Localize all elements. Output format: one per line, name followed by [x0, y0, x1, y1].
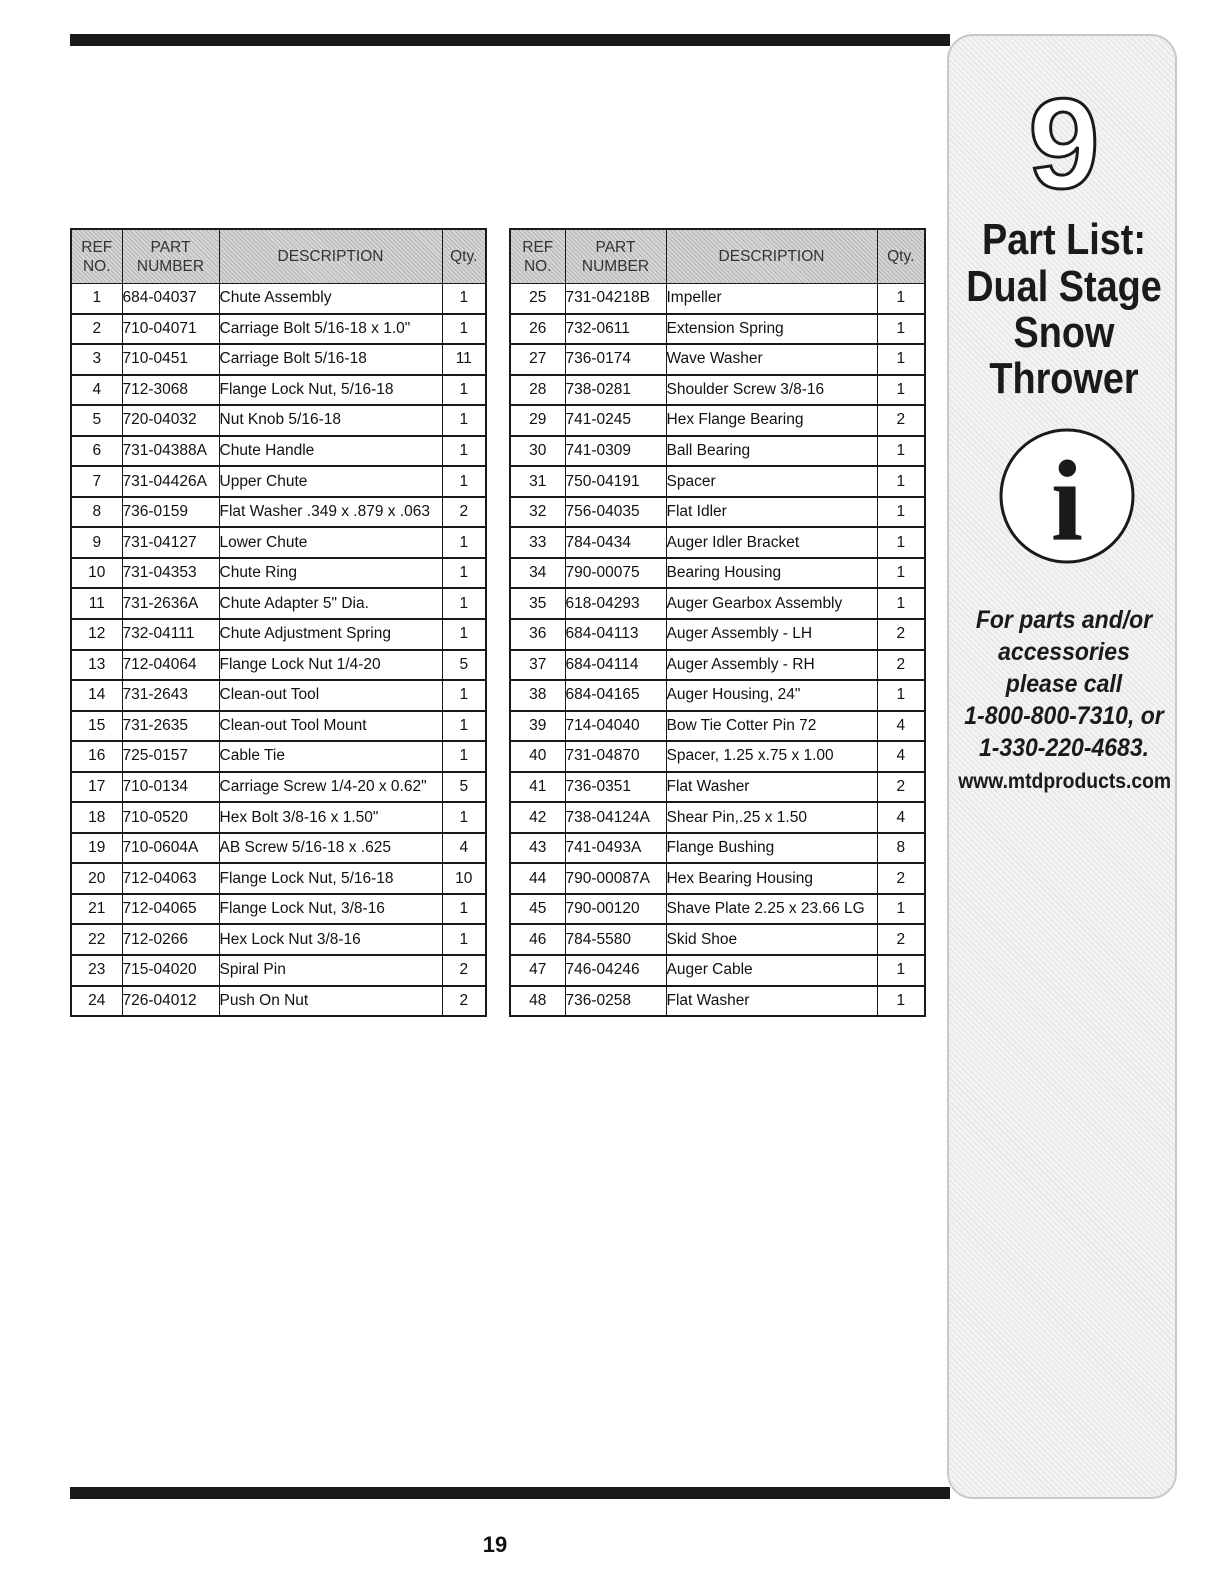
ref-cell: 15 — [71, 711, 122, 742]
table-row — [510, 344, 925, 375]
qty-cell: 1 — [442, 436, 486, 467]
table-row — [510, 802, 925, 833]
qty-cell: 2 — [442, 955, 486, 986]
table-row — [510, 772, 925, 803]
ref-cell: 5 — [71, 405, 122, 436]
table-row — [510, 558, 925, 589]
description-cell: Auger Assembly - LH — [666, 619, 877, 650]
part-number-cell: 736-0258 — [565, 986, 666, 1017]
description-cell: Flat Washer — [666, 772, 877, 803]
qty-cell: 2 — [877, 772, 925, 803]
ref-cell: 14 — [71, 680, 122, 711]
part-number-cell: 756-04035 — [565, 497, 666, 528]
description-cell: Extension Spring — [666, 314, 877, 345]
description-cell: Chute Assembly — [219, 284, 442, 314]
part-number-cell: 712-3068 — [122, 375, 219, 406]
table-row — [71, 772, 486, 803]
part-number-cell: 731-04388A — [122, 436, 219, 467]
qty-cell: 4 — [877, 741, 925, 772]
table-row — [71, 527, 486, 558]
description-cell: Chute Adapter 5" Dia. — [219, 588, 442, 619]
part-number-cell: 790-00120 — [565, 894, 666, 925]
table-row — [510, 284, 925, 314]
part-number-cell: 732-0611 — [565, 314, 666, 345]
qty-cell: 1 — [877, 680, 925, 711]
part-number-cell: 710-0134 — [122, 772, 219, 803]
qty-cell: 1 — [442, 894, 486, 925]
ref-cell: 31 — [510, 466, 565, 497]
part-number-cell: 714-04040 — [565, 711, 666, 742]
qty-cell: 2 — [877, 650, 925, 681]
qty-cell: 1 — [442, 711, 486, 742]
qty-cell: 1 — [877, 466, 925, 497]
ref-cell: 9 — [71, 527, 122, 558]
part-number-cell: 736-0351 — [565, 772, 666, 803]
ref-cell: 45 — [510, 894, 565, 925]
description-cell: Shave Plate 2.25 x 23.66 LG — [666, 894, 877, 925]
description-cell: Skid Shoe — [666, 924, 877, 955]
header-description: DESCRIPTION — [666, 229, 877, 284]
table-row — [71, 711, 486, 742]
ref-cell: 11 — [71, 588, 122, 619]
qty-cell: 1 — [877, 375, 925, 406]
ref-cell: 22 — [71, 924, 122, 955]
part-number-cell: 736-0159 — [122, 497, 219, 528]
header-part-number: PART NUMBER — [565, 229, 666, 284]
qty-cell: 2 — [877, 405, 925, 436]
description-cell: Flat Washer — [666, 986, 877, 1017]
table-row — [510, 833, 925, 864]
ref-cell: 6 — [71, 436, 122, 467]
ref-cell: 30 — [510, 436, 565, 467]
part-number-cell: 731-04218B — [565, 284, 666, 314]
table-row — [510, 680, 925, 711]
part-number-cell: 731-04870 — [565, 741, 666, 772]
qty-cell: 1 — [442, 405, 486, 436]
qty-cell: 1 — [877, 894, 925, 925]
chapter-side-tab — [947, 34, 1177, 1499]
part-number-cell: 731-2636A — [122, 588, 219, 619]
description-cell: Flange Lock Nut, 5/16-18 — [219, 863, 442, 894]
ref-cell: 21 — [71, 894, 122, 925]
qty-cell: 2 — [877, 619, 925, 650]
qty-cell: 1 — [877, 527, 925, 558]
ref-cell: 36 — [510, 619, 565, 650]
table-row — [71, 741, 486, 772]
ref-cell: 40 — [510, 741, 565, 772]
description-cell: Chute Ring — [219, 558, 442, 589]
qty-cell: 2 — [442, 497, 486, 528]
bottom-rule — [70, 1487, 950, 1499]
table-row — [71, 344, 486, 375]
part-number-cell: 712-04064 — [122, 650, 219, 681]
qty-cell: 1 — [877, 284, 925, 314]
info-icon — [997, 426, 1137, 566]
part-number-cell: 731-2643 — [122, 680, 219, 711]
table-row — [510, 741, 925, 772]
qty-cell: 1 — [877, 588, 925, 619]
ref-cell: 42 — [510, 802, 565, 833]
ref-cell: 46 — [510, 924, 565, 955]
part-number-cell: 731-04426A — [122, 466, 219, 497]
qty-cell: 5 — [442, 772, 486, 803]
part-number-cell: 738-0281 — [565, 375, 666, 406]
table-row — [510, 405, 925, 436]
description-cell: Carriage Bolt 5/16-18 — [219, 344, 442, 375]
ref-cell: 47 — [510, 955, 565, 986]
part-number-cell: 750-04191 — [565, 466, 666, 497]
qty-cell: 2 — [877, 924, 925, 955]
part-number-cell: 726-04012 — [122, 986, 219, 1017]
header-qty: Qty. — [442, 229, 486, 284]
description-cell: Spacer — [666, 466, 877, 497]
description-cell: Auger Cable — [666, 955, 877, 986]
ref-cell: 10 — [71, 558, 122, 589]
part-number-cell: 684-04113 — [565, 619, 666, 650]
part-number-cell: 790-00075 — [565, 558, 666, 589]
description-cell: Auger Idler Bracket — [666, 527, 877, 558]
section-title: Part List: Dual Stage Snow Thrower — [966, 215, 1162, 403]
description-cell: Lower Chute — [219, 527, 442, 558]
parts-contact-info: For parts and/or accessories please call 1-800-800-7310, or 1-330-220-4683. — [964, 606, 1164, 762]
qty-cell: 10 — [442, 863, 486, 894]
table-row — [71, 497, 486, 528]
table-row — [71, 619, 486, 650]
description-cell: Shear Pin,.25 x 1.50 — [666, 802, 877, 833]
part-number-cell: 684-04165 — [565, 680, 666, 711]
part-number-cell: 746-04246 — [565, 955, 666, 986]
part-number-cell: 784-5580 — [565, 924, 666, 955]
ref-cell: 27 — [510, 344, 565, 375]
ref-cell: 38 — [510, 680, 565, 711]
table-row — [71, 955, 486, 986]
table-row — [510, 924, 925, 955]
qty-cell: 1 — [877, 497, 925, 528]
parts-table-right — [509, 228, 926, 1017]
description-cell: Bow Tie Cotter Pin 72 — [666, 711, 877, 742]
ref-cell: 12 — [71, 619, 122, 650]
part-number-cell: 712-04065 — [122, 894, 219, 925]
part-number-cell: 736-0174 — [565, 344, 666, 375]
ref-cell: 44 — [510, 863, 565, 894]
qty-cell: 1 — [442, 619, 486, 650]
part-number-cell: 741-0245 — [565, 405, 666, 436]
description-cell: Hex Bolt 3/8-16 x 1.50" — [219, 802, 442, 833]
description-cell: Clean-out Tool Mount — [219, 711, 442, 742]
top-rule — [70, 34, 950, 46]
description-cell: Clean-out Tool — [219, 680, 442, 711]
part-number-cell: 684-04114 — [565, 650, 666, 681]
part-number-cell: 732-04111 — [122, 619, 219, 650]
description-cell: Ball Bearing — [666, 436, 877, 467]
description-cell: Hex Lock Nut 3/8-16 — [219, 924, 442, 955]
table-header-row — [71, 229, 486, 284]
description-cell: Carriage Screw 1/4-20 x 0.62" — [219, 772, 442, 803]
ref-cell: 7 — [71, 466, 122, 497]
table-row — [71, 314, 486, 345]
part-number-cell: 741-0493A — [565, 833, 666, 864]
qty-cell: 5 — [442, 650, 486, 681]
part-number-cell: 618-04293 — [565, 588, 666, 619]
page-number: 19 — [482, 1532, 508, 1557]
description-cell: Impeller — [666, 284, 877, 314]
qty-cell: 1 — [442, 527, 486, 558]
ref-cell: 34 — [510, 558, 565, 589]
qty-cell: 2 — [442, 986, 486, 1017]
ref-cell: 17 — [71, 772, 122, 803]
table-row — [510, 314, 925, 345]
qty-cell: 1 — [442, 924, 486, 955]
table-row — [71, 588, 486, 619]
table-row — [71, 833, 486, 864]
qty-cell: 1 — [877, 558, 925, 589]
ref-cell: 29 — [510, 405, 565, 436]
header-ref: REF NO. — [71, 229, 122, 284]
table-row — [510, 650, 925, 681]
qty-cell: 4 — [442, 833, 486, 864]
description-cell: Push On Nut — [219, 986, 442, 1017]
description-cell: Auger Gearbox Assembly — [666, 588, 877, 619]
part-number-cell: 784-0434 — [565, 527, 666, 558]
part-number-cell: 715-04020 — [122, 955, 219, 986]
ref-cell: 37 — [510, 650, 565, 681]
qty-cell: 1 — [442, 802, 486, 833]
part-number-cell: 725-0157 — [122, 741, 219, 772]
description-cell: Shoulder Screw 3/8-16 — [666, 375, 877, 406]
part-number-cell: 738-04124A — [565, 802, 666, 833]
table-row — [510, 588, 925, 619]
ref-cell: 20 — [71, 863, 122, 894]
description-cell: Flange Lock Nut, 5/16-18 — [219, 375, 442, 406]
part-number-cell: 731-2635 — [122, 711, 219, 742]
ref-cell: 19 — [71, 833, 122, 864]
part-number-cell: 712-0266 — [122, 924, 219, 955]
table-row — [510, 619, 925, 650]
ref-cell: 25 — [510, 284, 565, 314]
description-cell: Flange Lock Nut 1/4-20 — [219, 650, 442, 681]
part-number-cell: 710-0451 — [122, 344, 219, 375]
table-row — [510, 711, 925, 742]
qty-cell: 1 — [877, 955, 925, 986]
description-cell: Auger Housing, 24" — [666, 680, 877, 711]
header-ref: REF NO. — [510, 229, 565, 284]
qty-cell: 1 — [442, 558, 486, 589]
table-row — [510, 375, 925, 406]
part-number-cell: 790-00087A — [565, 863, 666, 894]
description-cell: Hex Bearing Housing — [666, 863, 877, 894]
description-cell: Hex Flange Bearing — [666, 405, 877, 436]
table-row — [71, 924, 486, 955]
qty-cell: 1 — [442, 741, 486, 772]
description-cell: Cable Tie — [219, 741, 442, 772]
header-qty: Qty. — [877, 229, 925, 284]
ref-cell: 3 — [71, 344, 122, 375]
part-number-cell: 684-04037 — [122, 284, 219, 314]
description-cell: Carriage Bolt 5/16-18 x 1.0" — [219, 314, 442, 345]
description-cell: Flange Bushing — [666, 833, 877, 864]
table-row — [71, 375, 486, 406]
ref-cell: 18 — [71, 802, 122, 833]
qty-cell: 1 — [442, 680, 486, 711]
qty-cell: 11 — [442, 344, 486, 375]
header-description: DESCRIPTION — [219, 229, 442, 284]
part-number-cell: 710-04071 — [122, 314, 219, 345]
table-row — [71, 466, 486, 497]
ref-cell: 13 — [71, 650, 122, 681]
ref-cell: 26 — [510, 314, 565, 345]
description-cell: Bearing Housing — [666, 558, 877, 589]
ref-cell: 16 — [71, 741, 122, 772]
part-number-cell: 710-0520 — [122, 802, 219, 833]
table-row — [510, 436, 925, 467]
table-row — [510, 497, 925, 528]
description-cell: Auger Assembly - RH — [666, 650, 877, 681]
ref-cell: 24 — [71, 986, 122, 1017]
ref-cell: 33 — [510, 527, 565, 558]
ref-cell: 4 — [71, 375, 122, 406]
qty-cell: 1 — [442, 588, 486, 619]
ref-cell: 1 — [71, 284, 122, 314]
qty-cell: 1 — [877, 344, 925, 375]
ref-cell: 48 — [510, 986, 565, 1017]
qty-cell: 1 — [442, 466, 486, 497]
table-header-row — [510, 229, 925, 284]
part-number-cell: 731-04127 — [122, 527, 219, 558]
table-row — [510, 986, 925, 1017]
qty-cell: 4 — [877, 802, 925, 833]
description-cell: Flat Idler — [666, 497, 877, 528]
description-cell: Flat Washer .349 x .879 x .063 — [219, 497, 442, 528]
ref-cell: 32 — [510, 497, 565, 528]
table-row — [71, 986, 486, 1017]
parts-table-left — [70, 228, 487, 1017]
table-row — [71, 284, 486, 314]
description-cell: Flange Lock Nut, 3/8-16 — [219, 894, 442, 925]
table-row — [510, 894, 925, 925]
qty-cell: 1 — [877, 314, 925, 345]
ref-cell: 28 — [510, 375, 565, 406]
qty-cell: 8 — [877, 833, 925, 864]
website-link[interactable]: www.mtdproducts.com — [958, 770, 1172, 793]
description-cell: Nut Knob 5/16-18 — [219, 405, 442, 436]
header-part-number: PART NUMBER — [122, 229, 219, 284]
description-cell: Spiral Pin — [219, 955, 442, 986]
part-number-cell: 720-04032 — [122, 405, 219, 436]
ref-cell: 41 — [510, 772, 565, 803]
description-cell: Chute Handle — [219, 436, 442, 467]
qty-cell: 1 — [442, 375, 486, 406]
part-number-cell: 741-0309 — [565, 436, 666, 467]
part-number-cell: 710-0604A — [122, 833, 219, 864]
ref-cell: 43 — [510, 833, 565, 864]
svg-text:i: i — [1050, 438, 1084, 566]
qty-cell: 1 — [442, 314, 486, 345]
ref-cell: 39 — [510, 711, 565, 742]
qty-cell: 1 — [877, 436, 925, 467]
ref-cell: 8 — [71, 497, 122, 528]
qty-cell: 2 — [877, 863, 925, 894]
qty-cell: 4 — [877, 711, 925, 742]
description-cell: AB Screw 5/16-18 x .625 — [219, 833, 442, 864]
qty-cell: 1 — [442, 284, 486, 314]
ref-cell: 2 — [71, 314, 122, 345]
qty-cell: 1 — [877, 986, 925, 1017]
ref-cell: 23 — [71, 955, 122, 986]
part-number-cell: 712-04063 — [122, 863, 219, 894]
table-row — [71, 650, 486, 681]
part-number-cell: 731-04353 — [122, 558, 219, 589]
description-cell: Wave Washer — [666, 344, 877, 375]
table-row — [71, 680, 486, 711]
chapter-number: 9 — [1028, 73, 1100, 216]
description-cell: Upper Chute — [219, 466, 442, 497]
table-row — [510, 955, 925, 986]
table-row — [510, 863, 925, 894]
table-row — [71, 863, 486, 894]
description-cell: Chute Adjustment Spring — [219, 619, 442, 650]
table-row — [510, 527, 925, 558]
table-row — [71, 894, 486, 925]
table-row — [71, 405, 486, 436]
ref-cell: 35 — [510, 588, 565, 619]
description-cell: Spacer, 1.25 x.75 x 1.00 — [666, 741, 877, 772]
table-row — [71, 802, 486, 833]
table-row — [71, 558, 486, 589]
table-row — [71, 436, 486, 467]
table-row — [510, 466, 925, 497]
